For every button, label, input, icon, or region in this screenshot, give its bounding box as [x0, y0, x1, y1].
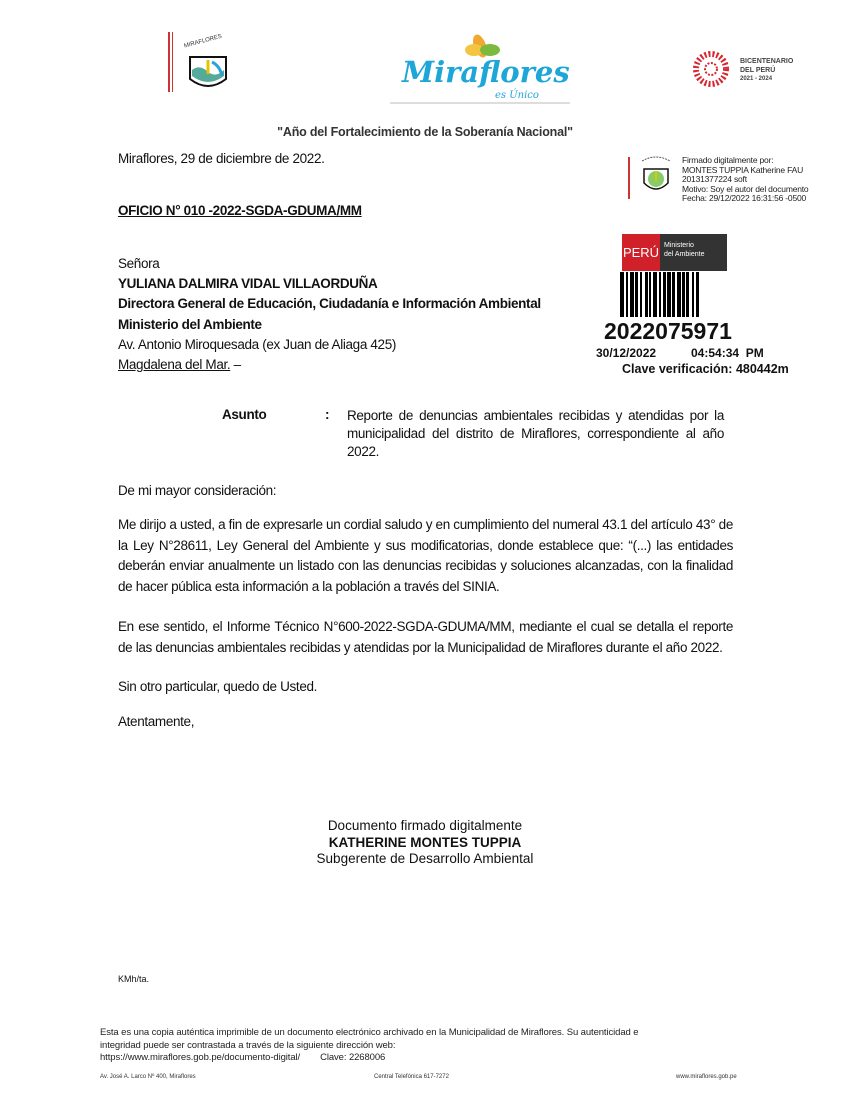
peru-label: PERÚ [622, 234, 660, 271]
recipient-position: Directora General de Educación, Ciudadanía e Información Ambiental [118, 296, 541, 311]
initials: KMh/ta. [118, 974, 150, 984]
notice-line: Esta es una copia auténtica imprimible de un documento electrónico archivado en la Municipalidad de Miraflores. Su autenticidad e [100, 1027, 639, 1038]
barcode-bar [653, 272, 657, 317]
signature-block [0, 818, 850, 868]
barcode-bar [620, 272, 624, 317]
authenticity-notice [100, 1027, 760, 1065]
barcode-bar [659, 272, 661, 317]
signature-line: 20131377224 soft [682, 174, 747, 184]
barcode-bar [667, 272, 671, 317]
verification-url[interactable]: https://www.miraflores.gob.pe/documento-digital/ [100, 1052, 301, 1063]
barcode-bar [692, 272, 694, 317]
barcode-bar [696, 272, 699, 317]
registry-number: 2022075971 [604, 318, 732, 344]
miraflores-crest-logo [168, 32, 238, 94]
footer-phone: Central Telefónica 617-7272 [374, 1074, 449, 1080]
barcode-bar [672, 272, 675, 317]
subject-label: Asunto [222, 407, 267, 422]
salutation-title: Señora [118, 256, 160, 271]
district-name: Magdalena del Mar. [118, 357, 231, 372]
barcode-bar [649, 272, 651, 317]
verification-key: Clave: 2268006 [320, 1052, 386, 1063]
barcode-bar [645, 272, 648, 317]
recipient-organization: Ministerio del Ambiente [118, 317, 262, 332]
footer-website[interactable]: www.miraflores.gob.pe [676, 1074, 737, 1080]
barcode-bar [626, 272, 628, 317]
digital-signature-block [626, 155, 826, 201]
document-reference: OFICIO N° 010 -2022-SGDA-GDUMA/MM [118, 203, 362, 218]
stamp-time: 04:54:34 PM [691, 346, 764, 360]
footer-address: Av. José A. Larco Nº 400, Miraflores [100, 1074, 196, 1080]
barcode-bar [682, 272, 685, 317]
barcode-bar [635, 272, 638, 317]
signer-name: KATHERINE MONTES TUPPIA [328, 834, 522, 850]
barcode-bar [677, 272, 681, 317]
closing-phrase: Sin otro particular, quedo de Usted. [118, 679, 318, 694]
bicentenario-logo [692, 50, 812, 90]
signature-note: Documento firmado digitalmente [327, 818, 523, 833]
barcode-bar [686, 272, 689, 317]
notice-line: integridad puede ser contrastada a través de la siguiente dirección web: [100, 1039, 396, 1051]
barcode-bar [640, 272, 642, 317]
barcode [620, 272, 738, 317]
signer-role: Subgerente de Desarrollo Ambiental [316, 851, 534, 866]
closing-regards: Atentamente, [118, 714, 195, 729]
barcode-bar [630, 272, 634, 317]
body-paragraph-1: Me dirijo a usted, a fin de expresarle un cordial saludo y en cumplimiento del numeral 43.1 del artículo 43° de la Ley N°28611, Ley General del Ambiente y sus modificatorias, donde establece que: “(...) las entidades deberán enviar anualmente un listado con las denuncias recibidas y soluciones alcanzadas, con la finalidad de hacer pública esta información a la población a través del SINIA. [118, 517, 733, 594]
verification-code: Clave verificación: 480442m [622, 362, 789, 376]
subject-text: Reporte de denuncias ambientales recibidas y atendidas por la municipalidad del distrito de Miraflores, correspondiente al año 2022. [347, 408, 724, 459]
stamp-date: 30/12/2022 [596, 346, 657, 360]
svg-text:MIRAFLORES: MIRAFLORES [183, 33, 223, 50]
year-motto: "Año del Fortalecimiento de la Soberanía Nacional" [277, 125, 573, 139]
svg-text:es Único: es Único [495, 90, 539, 101]
recipient-address: Av. Antonio Miroquesada (ex Juan de Aliaga 425) [118, 337, 396, 352]
signature-crest-icon [638, 155, 674, 197]
signature-line: Firmado digitalmente por: [682, 155, 774, 165]
signature-line: Motivo: Soy el autor del documento [682, 183, 809, 194]
signature-line: MONTES TUPPIA Katherine FAU [682, 164, 804, 175]
bicentenario-line: BICENTENARIO [740, 58, 794, 65]
recipient-name: YULIANA DALMIRA VIDAL VILLAORDUÑA [118, 276, 378, 291]
body-paragraph-2: En ese sentido, el Informe Técnico N°600-2022-SGDA-GDUMA/MM, mediante el cual se detalla el reporte de las denuncias ambientales recibidas y atendidas por la Municipalidad de Miraflores durante el año 2022. [118, 619, 733, 655]
bicentenario-line: DEL PERÚ [740, 66, 776, 74]
place-date: Miraflores, 29 de diciembre de 2022. [118, 151, 325, 166]
recipient-district [118, 357, 241, 372]
greeting: De mi mayor consideración: [118, 483, 277, 498]
bicentenario-line: 2021 - 2024 [740, 76, 773, 82]
svg-text:Miraflores: Miraflores [402, 55, 570, 89]
ministry-line: del Ambiente [664, 251, 705, 258]
barcode-bar [663, 272, 666, 317]
signature-line: Fecha: 29/12/2022 16:31:56 -0500 [682, 193, 807, 203]
district-dash: – [230, 357, 241, 372]
ministry-stamp [596, 234, 806, 380]
ministry-line: Ministerio [664, 242, 694, 249]
miraflores-brand-logo [380, 30, 572, 105]
subject-colon: : [325, 407, 330, 422]
